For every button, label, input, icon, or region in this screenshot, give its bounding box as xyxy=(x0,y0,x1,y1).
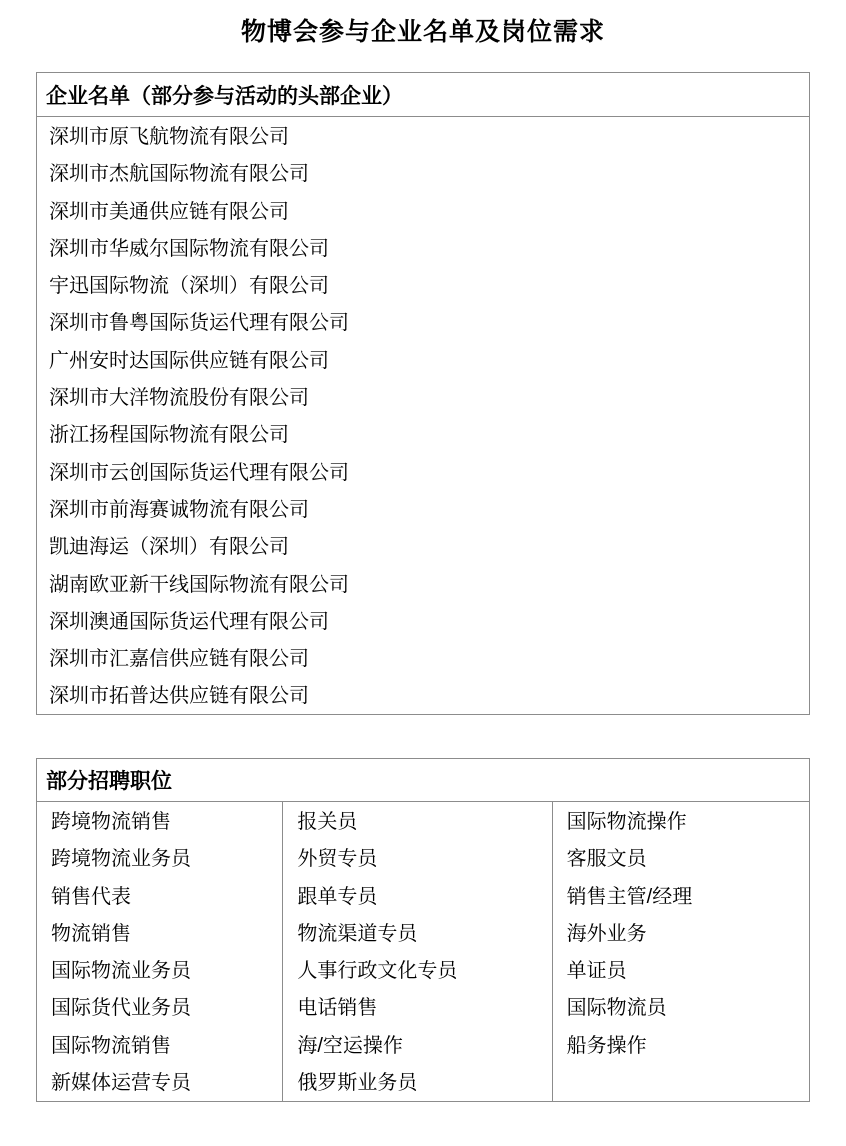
position-item: 跨境物流销售 xyxy=(51,811,171,833)
position-item: 跟单专员 xyxy=(297,885,378,908)
company-list-item: 凯迪海运（深圳）有限公司 xyxy=(49,536,289,559)
position-item: 物流渠道专员 xyxy=(297,922,418,945)
position-item: 国际物流业务员 xyxy=(51,960,191,983)
positions-table xyxy=(37,802,809,1101)
position-item: 单证员 xyxy=(566,960,627,983)
positions-column-3 xyxy=(552,802,809,1101)
company-list-item: 深圳市杰航国际物流有限公司 xyxy=(49,163,309,186)
position-item: 客服文员 xyxy=(566,848,647,871)
company-list-item: 深圳市鲁粤国际货运代理有限公司 xyxy=(49,312,349,335)
position-item: 海/空运操作 xyxy=(297,1034,403,1057)
position-item: 船务操作 xyxy=(566,1034,647,1057)
position-item: 国际物流操作 xyxy=(566,811,687,833)
position-item: 国际物流员 xyxy=(566,997,667,1020)
page-title: 物博会参与企业名单及岗位需求 xyxy=(240,18,605,46)
company-list-item: 广州安时达国际供应链有限公司 xyxy=(49,349,329,372)
position-item: 国际货代业务员 xyxy=(51,997,191,1020)
company-list xyxy=(37,117,809,716)
companies-section xyxy=(36,72,810,715)
company-list-item: 深圳市汇嘉信供应链有限公司 xyxy=(49,648,309,671)
position-item: 新媒体运营专员 xyxy=(51,1072,191,1095)
positions-column-1 xyxy=(37,802,282,1101)
company-list-item: 深圳市云创国际货运代理有限公司 xyxy=(49,461,349,484)
position-item: 销售代表 xyxy=(51,885,131,908)
position-item: 海外业务 xyxy=(566,922,647,945)
company-list-item: 深圳市大洋物流股份有限公司 xyxy=(49,387,309,410)
positions-section-header: 部分招聘职位 xyxy=(37,759,809,802)
company-list-item: 深圳市华威尔国际物流有限公司 xyxy=(49,237,329,260)
position-item: 跨境物流业务员 xyxy=(51,848,191,871)
company-list-item: 宇迅国际物流（深圳）有限公司 xyxy=(49,275,329,298)
companies-section-header: 企业名单（部分参与活动的头部企业） xyxy=(37,73,809,117)
position-item: 人事行政文化专员 xyxy=(297,960,458,983)
position-item: 电话销售 xyxy=(297,997,378,1020)
company-list-item: 湖南欧亚新干线国际物流有限公司 xyxy=(49,573,349,596)
company-list-item: 深圳市前海赛诚物流有限公司 xyxy=(49,498,309,521)
position-item: 国际物流销售 xyxy=(51,1034,171,1057)
company-list-item: 深圳市美通供应链有限公司 xyxy=(49,200,289,223)
position-item: 物流销售 xyxy=(51,922,131,945)
company-list-item: 浙江扬程国际物流有限公司 xyxy=(49,424,289,447)
position-item: 报关员 xyxy=(297,811,358,833)
position-item: 俄罗斯业务员 xyxy=(297,1072,418,1095)
company-list-item: 深圳澳通国际货运代理有限公司 xyxy=(49,610,329,633)
position-item: 销售主管/经理 xyxy=(566,885,693,908)
position-item: 外贸专员 xyxy=(297,848,378,871)
company-list-item: 深圳市原飞航物流有限公司 xyxy=(49,126,289,148)
positions-column-2 xyxy=(282,802,551,1101)
positions-section xyxy=(36,758,810,1102)
company-list-item: 深圳市拓普达供应链有限公司 xyxy=(49,685,309,708)
